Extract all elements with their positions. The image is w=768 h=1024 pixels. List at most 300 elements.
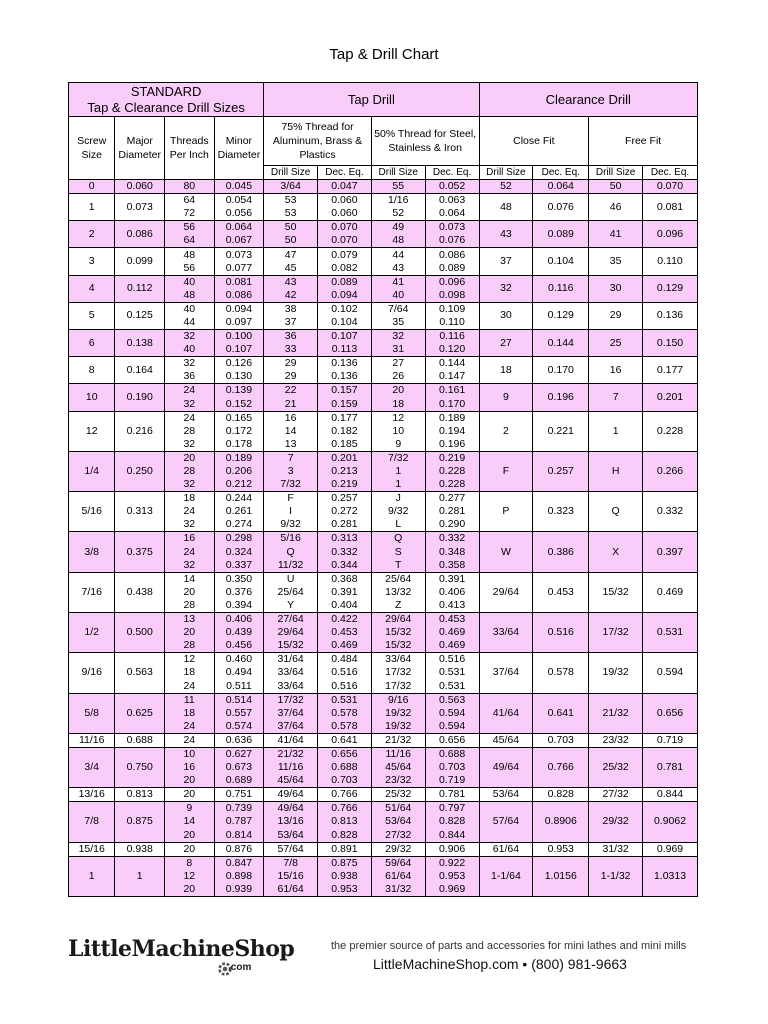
screw-size-cell: 1/2 bbox=[69, 613, 115, 653]
screw-size-cell: 12 bbox=[69, 411, 115, 451]
free-fit-drill-cell: 27/32 bbox=[589, 788, 643, 802]
tap50-dec-cell: 0.358 bbox=[425, 559, 479, 573]
major-diameter-cell: 0.563 bbox=[115, 653, 165, 693]
minor-diameter-cell: 0.178 bbox=[214, 438, 264, 452]
threads-per-inch-cell: 10 bbox=[165, 747, 215, 761]
tap50-drill-cell: 59/64 bbox=[371, 856, 425, 870]
threads-per-inch-cell: 18 bbox=[165, 492, 215, 506]
tap75-dec-cell: 0.094 bbox=[318, 289, 372, 303]
close-fit-dec-cell: 0.116 bbox=[533, 275, 589, 302]
minor-diameter-cell: 0.898 bbox=[214, 870, 264, 883]
free-fit-dec-cell: 0.656 bbox=[643, 693, 698, 733]
threads-per-inch-cell: 40 bbox=[165, 275, 215, 289]
tap75-drill-cell: Y bbox=[264, 599, 318, 613]
tap50-drill-cell: L bbox=[371, 518, 425, 532]
tap75-drill-cell: 14 bbox=[264, 425, 318, 438]
tap50-drill-cell: 9/32 bbox=[371, 505, 425, 518]
tap75-dec-cell: 0.257 bbox=[318, 492, 372, 506]
tap75-dec-cell: 0.422 bbox=[318, 613, 372, 627]
tap50-drill-cell: 48 bbox=[371, 234, 425, 248]
major-diameter-cell: 0.813 bbox=[115, 788, 165, 802]
tap75-dec-cell: 0.938 bbox=[318, 870, 372, 883]
free-fit-dec-cell: 0.150 bbox=[643, 330, 698, 357]
tap50-drill-cell: 19/32 bbox=[371, 720, 425, 734]
threads-per-inch-cell: 40 bbox=[165, 302, 215, 316]
close-fit-drill-cell: W bbox=[479, 532, 533, 572]
threads-per-inch-cell: 8 bbox=[165, 856, 215, 870]
table-row bbox=[69, 747, 698, 761]
screw-size-cell: 0 bbox=[69, 180, 115, 194]
tap75-drill-cell: 37/64 bbox=[264, 720, 318, 734]
tap75-drill-cell: 31/64 bbox=[264, 653, 318, 667]
threads-per-inch-cell: 36 bbox=[165, 370, 215, 384]
tap75-dec-cell: 0.079 bbox=[318, 248, 372, 262]
table-row bbox=[69, 221, 698, 235]
threads-per-inch-cell: 24 bbox=[165, 733, 215, 747]
tap50-dec-cell: 0.797 bbox=[425, 802, 479, 816]
tap50-dec-cell: 0.052 bbox=[425, 180, 479, 194]
threads-per-inch-cell: 16 bbox=[165, 761, 215, 774]
threads-per-inch-cell: 20 bbox=[165, 883, 215, 897]
tap75-drill-cell: 29/64 bbox=[264, 626, 318, 639]
tap50-drill-cell: 53/64 bbox=[371, 815, 425, 828]
minor-diameter-cell: 0.067 bbox=[214, 234, 264, 248]
close-fit-drill-cell: 29/64 bbox=[479, 572, 533, 612]
threads-per-inch-cell: 32 bbox=[165, 478, 215, 492]
tap50-dec-cell: 0.703 bbox=[425, 761, 479, 774]
tap75-drill-cell: 57/64 bbox=[264, 842, 318, 856]
dec-eq-header: Dec. Eq. bbox=[533, 166, 589, 180]
screw-size-cell: 10 bbox=[69, 384, 115, 411]
threads-per-inch-cell: 24 bbox=[165, 505, 215, 518]
screw-size-cell: 13/16 bbox=[69, 788, 115, 802]
free-fit-header: Free Fit bbox=[589, 117, 698, 166]
minor-diameter-cell: 0.081 bbox=[214, 275, 264, 289]
tap75-drill-cell: 33 bbox=[264, 343, 318, 357]
threads-per-inch-cell: 40 bbox=[165, 343, 215, 357]
minor-diameter-cell: 0.054 bbox=[214, 194, 264, 208]
free-fit-drill-cell: 25 bbox=[589, 330, 643, 357]
tap50-dec-cell: 0.688 bbox=[425, 747, 479, 761]
tap50-dec-cell: 0.413 bbox=[425, 599, 479, 613]
tap75-dec-cell: 0.281 bbox=[318, 518, 372, 532]
close-fit-dec-cell: 0.076 bbox=[533, 194, 589, 221]
tap75-dec-cell: 0.219 bbox=[318, 478, 372, 492]
page-title: Tap & Drill Chart bbox=[329, 46, 439, 63]
tap50-drill-cell: Z bbox=[371, 599, 425, 613]
tap50-dec-cell: 0.219 bbox=[425, 451, 479, 465]
tap50-dec-cell: 0.922 bbox=[425, 856, 479, 870]
tap75-drill-cell: 49/64 bbox=[264, 802, 318, 816]
thread75-header: 75% Thread for Aluminum, Brass & Plastics bbox=[264, 117, 372, 166]
tap75-dec-cell: 0.182 bbox=[318, 425, 372, 438]
minor-diameter-cell: 0.406 bbox=[214, 613, 264, 627]
minor-diameter-cell: 0.456 bbox=[214, 639, 264, 653]
tap50-dec-cell: 0.953 bbox=[425, 870, 479, 883]
free-fit-drill-cell: 1-1/32 bbox=[589, 856, 643, 896]
tap75-drill-cell: 5/16 bbox=[264, 532, 318, 546]
tap75-dec-cell: 0.070 bbox=[318, 234, 372, 248]
major-diameter-cell: 0.875 bbox=[115, 802, 165, 842]
tap75-dec-cell: 0.641 bbox=[318, 733, 372, 747]
tap75-dec-cell: 0.688 bbox=[318, 761, 372, 774]
table-row bbox=[69, 411, 698, 425]
free-fit-dec-cell: 0.397 bbox=[643, 532, 698, 572]
tap75-dec-cell: 0.453 bbox=[318, 626, 372, 639]
minor-diameter-cell: 0.056 bbox=[214, 207, 264, 221]
close-fit-drill-cell: 52 bbox=[479, 180, 533, 194]
tap50-dec-cell: 0.594 bbox=[425, 720, 479, 734]
tap50-drill-cell: 1 bbox=[371, 465, 425, 478]
tap75-drill-cell: 50 bbox=[264, 234, 318, 248]
minor-diameter-cell: 0.126 bbox=[214, 357, 264, 371]
free-fit-drill-cell: 30 bbox=[589, 275, 643, 302]
screw-size-cell: 3/8 bbox=[69, 532, 115, 572]
tap75-dec-cell: 0.469 bbox=[318, 639, 372, 653]
tap75-drill-cell: 61/64 bbox=[264, 883, 318, 897]
minor-diameter-cell: 0.152 bbox=[214, 398, 264, 412]
tap75-dec-cell: 0.157 bbox=[318, 384, 372, 398]
tap75-dec-cell: 0.404 bbox=[318, 599, 372, 613]
free-fit-drill-cell: 16 bbox=[589, 357, 643, 384]
threads-per-inch-cell: 32 bbox=[165, 438, 215, 452]
minor-diameter-cell: 0.189 bbox=[214, 451, 264, 465]
table-row bbox=[69, 194, 698, 208]
tap75-drill-cell: 13/16 bbox=[264, 815, 318, 828]
tap75-dec-cell: 0.516 bbox=[318, 679, 372, 693]
tap50-drill-cell: 27 bbox=[371, 357, 425, 371]
tap75-dec-cell: 0.107 bbox=[318, 330, 372, 344]
minor-diameter-cell: 0.376 bbox=[214, 586, 264, 599]
minor-diameter-cell: 0.172 bbox=[214, 425, 264, 438]
tap50-dec-cell: 0.281 bbox=[425, 505, 479, 518]
table-row bbox=[69, 248, 698, 262]
threads-per-inch-cell: 44 bbox=[165, 316, 215, 330]
close-fit-dec-cell: 0.8906 bbox=[533, 802, 589, 842]
threads-per-inch-cell: 24 bbox=[165, 720, 215, 734]
free-fit-drill-cell: 50 bbox=[589, 180, 643, 194]
free-fit-drill-cell: 29/32 bbox=[589, 802, 643, 842]
threads-per-inch-cell: 20 bbox=[165, 842, 215, 856]
close-fit-drill-cell: 37/64 bbox=[479, 653, 533, 693]
close-fit-dec-cell: 0.453 bbox=[533, 572, 589, 612]
tap50-dec-cell: 0.277 bbox=[425, 492, 479, 506]
screw-size-cell: 15/16 bbox=[69, 842, 115, 856]
tap75-drill-cell: 49/64 bbox=[264, 788, 318, 802]
tap75-drill-cell: 45 bbox=[264, 262, 318, 276]
close-fit-drill-cell: 1-1/64 bbox=[479, 856, 533, 896]
threads-per-inch-cell: 32 bbox=[165, 398, 215, 412]
tap75-drill-cell: U bbox=[264, 572, 318, 586]
tap75-drill-cell: I bbox=[264, 505, 318, 518]
free-fit-drill-cell: 46 bbox=[589, 194, 643, 221]
tap-drill-table bbox=[68, 82, 698, 897]
tap50-drill-cell: 32 bbox=[371, 330, 425, 344]
minor-diameter-cell: 0.574 bbox=[214, 720, 264, 734]
tap75-dec-cell: 0.060 bbox=[318, 207, 372, 221]
tap75-drill-cell: 42 bbox=[264, 289, 318, 303]
free-fit-dec-cell: 0.9062 bbox=[643, 802, 698, 842]
tap50-dec-cell: 0.089 bbox=[425, 262, 479, 276]
table-row bbox=[69, 693, 698, 707]
tap75-dec-cell: 0.368 bbox=[318, 572, 372, 586]
threads-per-inch-header: Threads Per Inch bbox=[165, 117, 215, 180]
screw-size-cell: 8 bbox=[69, 357, 115, 384]
free-fit-dec-cell: 0.096 bbox=[643, 221, 698, 248]
free-fit-drill-cell: 35 bbox=[589, 248, 643, 275]
table-row bbox=[69, 451, 698, 465]
minor-diameter-cell: 0.212 bbox=[214, 478, 264, 492]
tap75-dec-cell: 0.060 bbox=[318, 194, 372, 208]
major-diameter-cell: 0.138 bbox=[115, 330, 165, 357]
tap75-drill-cell: 7 bbox=[264, 451, 318, 465]
close-fit-drill-cell: 49/64 bbox=[479, 747, 533, 787]
tap50-dec-cell: 0.469 bbox=[425, 626, 479, 639]
free-fit-drill-cell: 21/32 bbox=[589, 693, 643, 733]
close-fit-dec-cell: 0.766 bbox=[533, 747, 589, 787]
screw-size-cell: 1 bbox=[69, 194, 115, 221]
tap75-drill-cell: 9/32 bbox=[264, 518, 318, 532]
tap50-dec-cell: 0.194 bbox=[425, 425, 479, 438]
tap75-drill-cell: 53 bbox=[264, 194, 318, 208]
tap75-drill-cell: 43 bbox=[264, 275, 318, 289]
table-row bbox=[69, 653, 698, 667]
tap75-dec-cell: 0.875 bbox=[318, 856, 372, 870]
tap50-dec-cell: 0.516 bbox=[425, 653, 479, 667]
minor-diameter-cell: 0.094 bbox=[214, 302, 264, 316]
close-fit-dec-cell: 0.104 bbox=[533, 248, 589, 275]
free-fit-dec-cell: 0.332 bbox=[643, 492, 698, 532]
close-fit-header: Close Fit bbox=[479, 117, 589, 166]
minor-diameter-cell: 0.298 bbox=[214, 532, 264, 546]
close-fit-drill-cell: 2 bbox=[479, 411, 533, 451]
free-fit-dec-cell: 0.469 bbox=[643, 572, 698, 612]
free-fit-drill-cell: 31/32 bbox=[589, 842, 643, 856]
thread50-header: 50% Thread for Steel, Stainless & Iron bbox=[371, 117, 479, 166]
threads-per-inch-cell: 72 bbox=[165, 207, 215, 221]
close-fit-dec-cell: 0.828 bbox=[533, 788, 589, 802]
free-fit-dec-cell: 0.177 bbox=[643, 357, 698, 384]
major-diameter-cell: 0.750 bbox=[115, 747, 165, 787]
threads-per-inch-cell: 64 bbox=[165, 194, 215, 208]
tap50-dec-cell: 0.453 bbox=[425, 613, 479, 627]
close-fit-drill-cell: 32 bbox=[479, 275, 533, 302]
minor-diameter-cell: 0.107 bbox=[214, 343, 264, 357]
minor-diameter-cell: 0.557 bbox=[214, 707, 264, 720]
table-row bbox=[69, 330, 698, 344]
threads-per-inch-cell: 64 bbox=[165, 234, 215, 248]
tap50-drill-cell: S bbox=[371, 546, 425, 559]
tap50-drill-cell: 25/64 bbox=[371, 572, 425, 586]
close-fit-dec-cell: 0.257 bbox=[533, 451, 589, 491]
major-diameter-cell: 0.216 bbox=[115, 411, 165, 451]
threads-per-inch-cell: 56 bbox=[165, 262, 215, 276]
tap75-drill-cell: 13 bbox=[264, 438, 318, 452]
free-fit-drill-cell: H bbox=[589, 451, 643, 491]
free-fit-dec-cell: 0.110 bbox=[643, 248, 698, 275]
tap75-dec-cell: 0.891 bbox=[318, 842, 372, 856]
threads-per-inch-cell: 32 bbox=[165, 559, 215, 573]
minor-diameter-cell: 0.077 bbox=[214, 262, 264, 276]
table-row bbox=[69, 357, 698, 371]
threads-per-inch-cell: 20 bbox=[165, 451, 215, 465]
tap75-drill-cell: 21 bbox=[264, 398, 318, 412]
threads-per-inch-cell: 11 bbox=[165, 693, 215, 707]
minor-diameter-cell: 0.460 bbox=[214, 653, 264, 667]
tap75-dec-cell: 0.578 bbox=[318, 720, 372, 734]
tap75-drill-cell: 3/64 bbox=[264, 180, 318, 194]
threads-per-inch-cell: 18 bbox=[165, 707, 215, 720]
tap50-drill-cell: 1 bbox=[371, 478, 425, 492]
tap75-drill-cell: 15/32 bbox=[264, 639, 318, 653]
close-fit-dec-cell: 0.170 bbox=[533, 357, 589, 384]
threads-per-inch-cell: 20 bbox=[165, 829, 215, 843]
threads-per-inch-cell: 14 bbox=[165, 815, 215, 828]
threads-per-inch-cell: 56 bbox=[165, 221, 215, 235]
minor-diameter-cell: 0.439 bbox=[214, 626, 264, 639]
tap50-drill-cell: 51/64 bbox=[371, 802, 425, 816]
tap75-dec-cell: 0.136 bbox=[318, 357, 372, 371]
minor-diameter-cell: 0.636 bbox=[214, 733, 264, 747]
free-fit-drill-cell: 1 bbox=[589, 411, 643, 451]
tap75-drill-cell: 21/32 bbox=[264, 747, 318, 761]
minor-diameter-cell: 0.511 bbox=[214, 679, 264, 693]
tap75-dec-cell: 0.047 bbox=[318, 180, 372, 194]
tap75-drill-cell: 38 bbox=[264, 302, 318, 316]
close-fit-dec-cell: 0.221 bbox=[533, 411, 589, 451]
screw-size-cell: 3/4 bbox=[69, 747, 115, 787]
minor-diameter-header: Minor Diameter bbox=[214, 117, 264, 180]
minor-diameter-cell: 0.165 bbox=[214, 411, 264, 425]
minor-diameter-cell: 0.073 bbox=[214, 248, 264, 262]
tap50-dec-cell: 0.828 bbox=[425, 815, 479, 828]
free-fit-drill-cell: Q bbox=[589, 492, 643, 532]
free-fit-drill-cell: 29 bbox=[589, 302, 643, 329]
tap75-drill-cell: 17/32 bbox=[264, 693, 318, 707]
table-row bbox=[69, 842, 698, 856]
free-fit-dec-cell: 0.969 bbox=[643, 842, 698, 856]
tap75-dec-cell: 0.813 bbox=[318, 815, 372, 828]
tagline: the premier source of parts and accessories for mini lathes and mini mills bbox=[331, 940, 687, 952]
tap50-drill-cell: 23/32 bbox=[371, 774, 425, 788]
tap50-dec-cell: 0.969 bbox=[425, 883, 479, 897]
tap50-dec-cell: 0.469 bbox=[425, 639, 479, 653]
tap50-dec-cell: 0.063 bbox=[425, 194, 479, 208]
major-diameter-cell: 0.938 bbox=[115, 842, 165, 856]
minor-diameter-cell: 0.847 bbox=[214, 856, 264, 870]
tap75-dec-cell: 0.313 bbox=[318, 532, 372, 546]
dec-eq-header: Dec. Eq. bbox=[425, 166, 479, 180]
tap50-drill-cell: 25/32 bbox=[371, 788, 425, 802]
tap75-drill-cell: 53/64 bbox=[264, 829, 318, 843]
close-fit-drill-cell: 53/64 bbox=[479, 788, 533, 802]
tap50-drill-cell: 15/32 bbox=[371, 626, 425, 639]
minor-diameter-cell: 0.130 bbox=[214, 370, 264, 384]
tap75-dec-cell: 0.656 bbox=[318, 747, 372, 761]
minor-diameter-cell: 0.689 bbox=[214, 774, 264, 788]
tap50-drill-cell: 45/64 bbox=[371, 761, 425, 774]
major-diameter-cell: 0.086 bbox=[115, 221, 165, 248]
tap75-dec-cell: 0.578 bbox=[318, 707, 372, 720]
tap50-drill-cell: 35 bbox=[371, 316, 425, 330]
threads-per-inch-cell: 32 bbox=[165, 518, 215, 532]
tap50-dec-cell: 0.147 bbox=[425, 370, 479, 384]
close-fit-drill-cell: 9 bbox=[479, 384, 533, 411]
tap75-dec-cell: 0.484 bbox=[318, 653, 372, 667]
close-fit-dec-cell: 0.323 bbox=[533, 492, 589, 532]
close-fit-dec-cell: 1.0156 bbox=[533, 856, 589, 896]
close-fit-drill-cell: 18 bbox=[479, 357, 533, 384]
contact-line: LittleMachineShop.com • (800) 981-9663 bbox=[373, 956, 627, 972]
tap75-dec-cell: 0.082 bbox=[318, 262, 372, 276]
tap50-drill-cell: 9/16 bbox=[371, 693, 425, 707]
tap75-dec-cell: 0.516 bbox=[318, 666, 372, 679]
minor-diameter-cell: 0.139 bbox=[214, 384, 264, 398]
tap75-dec-cell: 0.089 bbox=[318, 275, 372, 289]
major-diameter-cell: 0.125 bbox=[115, 302, 165, 329]
tap50-dec-cell: 0.406 bbox=[425, 586, 479, 599]
minor-diameter-cell: 0.100 bbox=[214, 330, 264, 344]
table-row bbox=[69, 384, 698, 398]
tap50-dec-cell: 0.594 bbox=[425, 707, 479, 720]
tap75-dec-cell: 0.766 bbox=[318, 788, 372, 802]
tap50-dec-cell: 0.109 bbox=[425, 302, 479, 316]
threads-per-inch-cell: 16 bbox=[165, 532, 215, 546]
tap75-drill-cell: 37 bbox=[264, 316, 318, 330]
screw-size-cell: 7/16 bbox=[69, 572, 115, 612]
tap75-dec-cell: 0.070 bbox=[318, 221, 372, 235]
major-diameter-header: Major Diameter bbox=[115, 117, 165, 180]
tap50-dec-cell: 0.116 bbox=[425, 330, 479, 344]
tap75-drill-cell: 33/64 bbox=[264, 666, 318, 679]
drill-size-header: Drill Size bbox=[264, 166, 318, 180]
tap50-drill-cell: 33/64 bbox=[371, 653, 425, 667]
major-diameter-cell: 0.375 bbox=[115, 532, 165, 572]
tap75-dec-cell: 0.703 bbox=[318, 774, 372, 788]
screw-size-cell: 1 bbox=[69, 856, 115, 896]
minor-diameter-cell: 0.350 bbox=[214, 572, 264, 586]
threads-per-inch-cell: 13 bbox=[165, 613, 215, 627]
table-row bbox=[69, 532, 698, 546]
close-fit-drill-cell: F bbox=[479, 451, 533, 491]
close-fit-dec-cell: 0.129 bbox=[533, 302, 589, 329]
major-diameter-cell: 0.099 bbox=[115, 248, 165, 275]
tap50-drill-cell: 26 bbox=[371, 370, 425, 384]
tap50-drill-cell: 10 bbox=[371, 425, 425, 438]
threads-per-inch-cell: 24 bbox=[165, 546, 215, 559]
tap75-dec-cell: 0.113 bbox=[318, 343, 372, 357]
minor-diameter-cell: 0.337 bbox=[214, 559, 264, 573]
tap75-drill-cell: 22 bbox=[264, 384, 318, 398]
logo-suffix: .com bbox=[228, 962, 252, 973]
drill-size-header: Drill Size bbox=[589, 166, 643, 180]
table-row bbox=[69, 788, 698, 802]
threads-per-inch-cell: 24 bbox=[165, 384, 215, 398]
tap75-dec-cell: 0.136 bbox=[318, 370, 372, 384]
minor-diameter-cell: 0.394 bbox=[214, 599, 264, 613]
free-fit-dec-cell: 0.070 bbox=[643, 180, 698, 194]
tap75-dec-cell: 0.185 bbox=[318, 438, 372, 452]
threads-per-inch-cell: 12 bbox=[165, 870, 215, 883]
tap50-dec-cell: 0.781 bbox=[425, 788, 479, 802]
free-fit-drill-cell: 41 bbox=[589, 221, 643, 248]
threads-per-inch-cell: 14 bbox=[165, 572, 215, 586]
tap75-dec-cell: 0.531 bbox=[318, 693, 372, 707]
minor-diameter-cell: 0.045 bbox=[214, 180, 264, 194]
tap50-drill-cell: 19/32 bbox=[371, 707, 425, 720]
tap75-drill-cell: 11/16 bbox=[264, 761, 318, 774]
tap50-drill-cell: 17/32 bbox=[371, 666, 425, 679]
